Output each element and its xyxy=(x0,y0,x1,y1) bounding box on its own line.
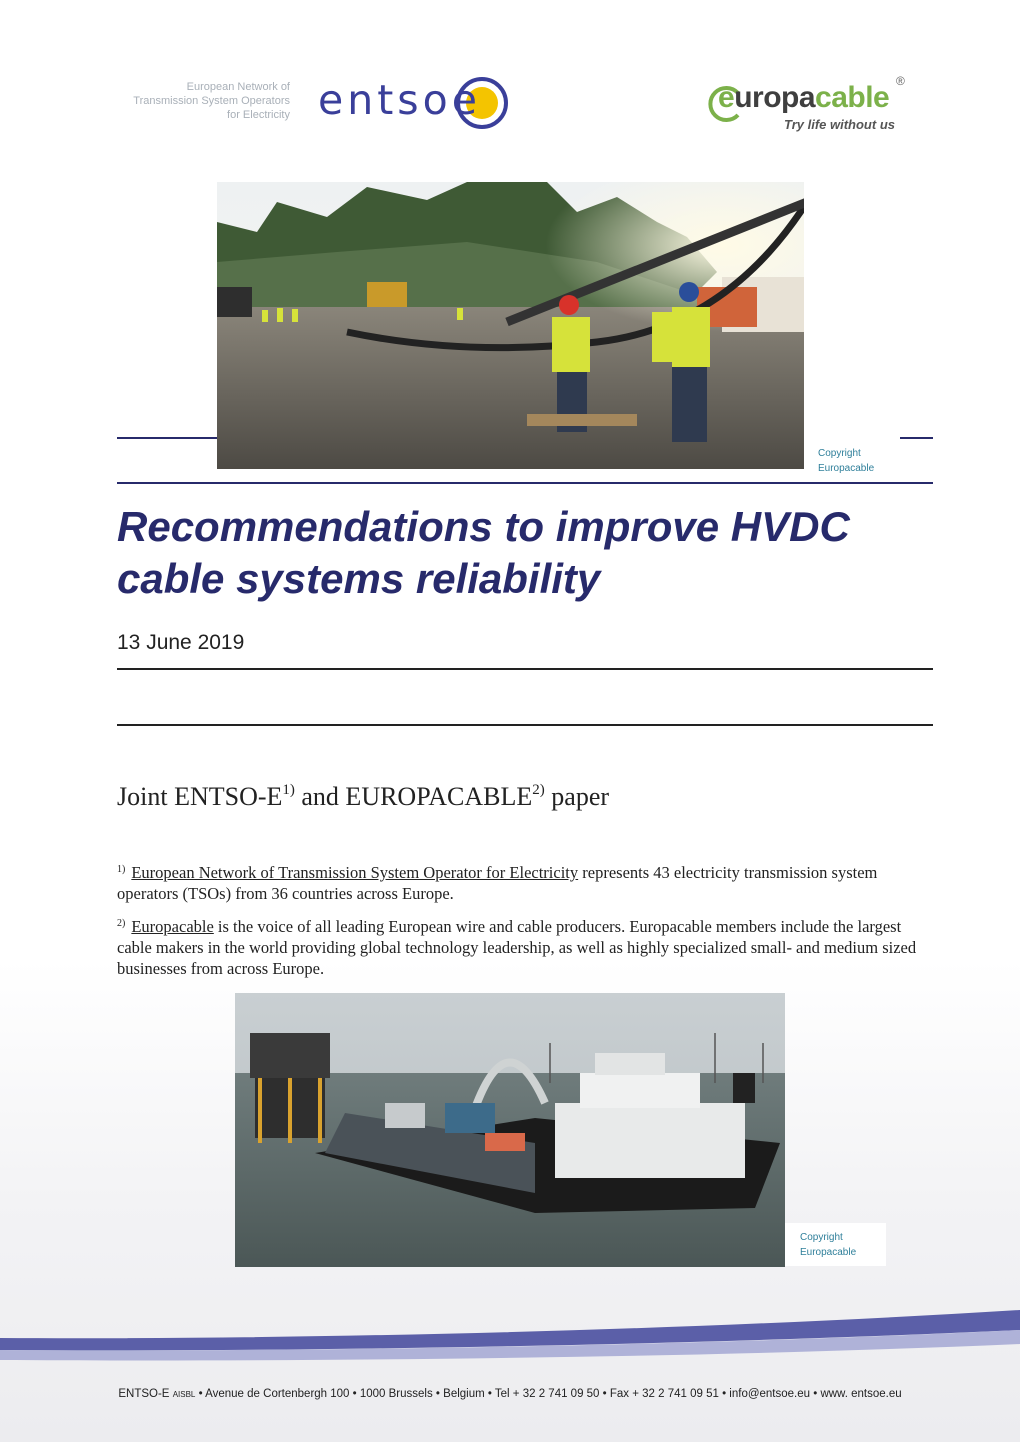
footnote-text: represents 43 electricity transmission system operators (TSOs) from 36 countries across Europe. xyxy=(117,863,878,903)
entsoe-subtitle-line: for Electricity xyxy=(227,109,290,121)
entsoe-logo-wordmark xyxy=(318,75,481,125)
page-footer xyxy=(0,1388,1020,1400)
europacable-word-part: uropa xyxy=(734,81,816,114)
entsoe-e-letter: e xyxy=(451,76,481,124)
joint-text: and EUROPACABLE xyxy=(294,782,533,811)
footnote-link[interactable]: Europacable xyxy=(131,917,214,936)
entsoe-subtitle-line: Transmission System Operators xyxy=(133,95,290,107)
title-line: Recommendations to improve HVDC xyxy=(117,503,850,550)
footnote-marker: 1) xyxy=(282,782,295,798)
document-title xyxy=(117,501,937,605)
joint-paper-heading xyxy=(117,782,609,812)
footer-contact: • Avenue de Cortenbergh 100 • 1000 Brussels • Belgium • Tel + 32 2 741 09 50 • Fax + 32 2 741 09 51 • info@entsoe.eu • www. entsoe.eu xyxy=(195,1388,902,1400)
footnote-link[interactable]: European Network of Transmission System Operator for Electricity xyxy=(131,863,579,882)
entsoe-subtitle-line: European Network of xyxy=(186,81,290,93)
divider xyxy=(117,724,933,726)
copyright-line: Europacable xyxy=(818,463,875,474)
entsoe-logo-subtitle xyxy=(100,80,290,122)
cable-ship-photo xyxy=(235,993,785,1267)
europacable-word-part: cable xyxy=(815,81,890,114)
footnote-marker: 1) xyxy=(117,864,126,875)
footer-org-type: AISBL xyxy=(172,1390,196,1399)
footer-org: ENTSO-E xyxy=(118,1388,170,1400)
title-line: cable systems reliability xyxy=(117,555,601,602)
copyright-note xyxy=(818,446,874,476)
europacable-word-part: e xyxy=(718,81,735,114)
copyright-note xyxy=(800,1230,856,1260)
footnote-1 xyxy=(117,859,937,904)
joint-text: paper xyxy=(544,782,610,811)
divider xyxy=(117,437,220,439)
joint-text: Joint ENTSO-E xyxy=(117,782,283,811)
cable-installation-photo xyxy=(217,182,804,469)
document-date: 13 June 2019 xyxy=(117,631,245,654)
footnote-marker: 2) xyxy=(532,782,545,798)
footnote-text: is the voice of all leading European wire and cable producers. Europacable members include the largest cable makers in the world providing global technology leadership, as well as highly specialized small- and medium sized businesses from across Europe. xyxy=(117,917,917,978)
registered-mark: ® xyxy=(896,74,905,88)
entsoe-word: entso xyxy=(318,76,452,124)
copyright-line: Copyright xyxy=(818,448,861,459)
footnote-marker: 2) xyxy=(117,918,126,929)
divider xyxy=(117,482,933,484)
footnote-2 xyxy=(117,913,937,979)
copyright-line: Europacable xyxy=(800,1247,857,1258)
divider xyxy=(117,668,933,670)
divider xyxy=(900,437,933,439)
europacable-logo-wordmark xyxy=(718,80,889,116)
footer-wave-decoration xyxy=(0,1300,1020,1370)
copyright-line: Copyright xyxy=(800,1232,843,1243)
europacable-tagline: Try life without us xyxy=(784,117,895,132)
